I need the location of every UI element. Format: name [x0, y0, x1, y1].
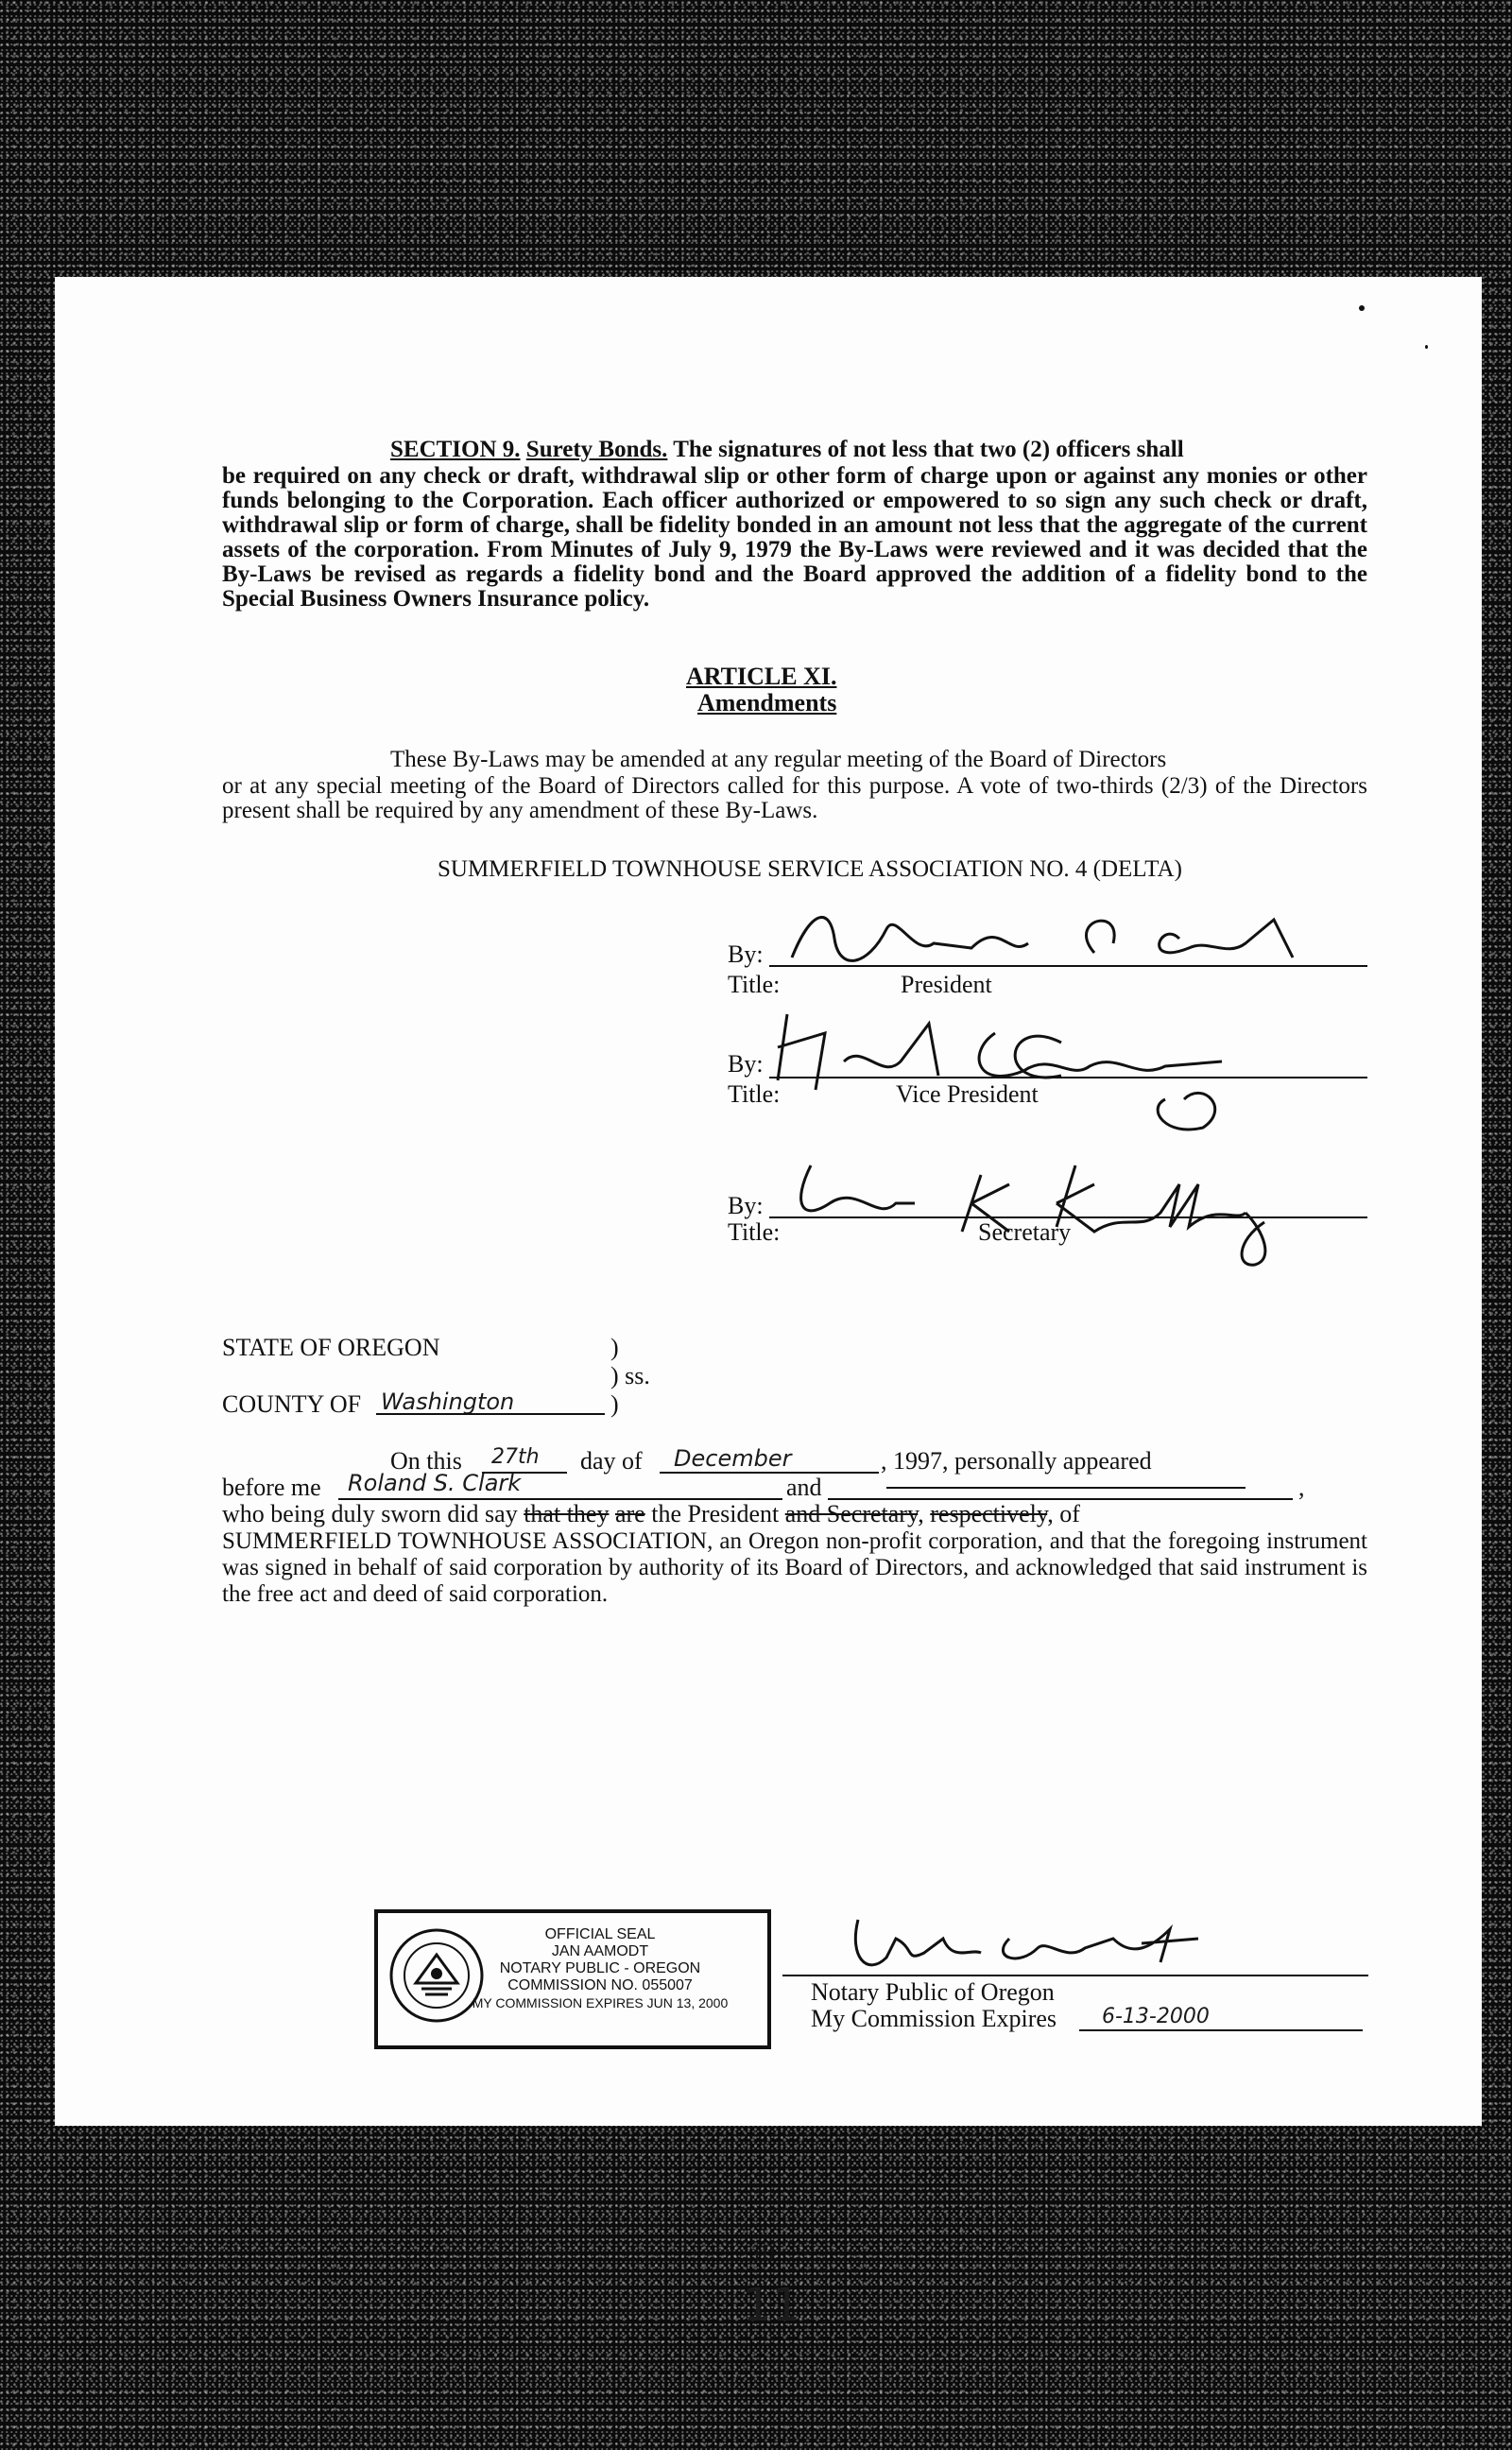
- struck-text: are: [614, 1500, 645, 1527]
- seal-line: JAN AAMODT: [551, 1943, 649, 1959]
- section-9-body: be required on any check or draft, withdrawal slip or other form of charge upon or against any monies or other funds belonging to the Corporation. Each officer authorized or empowered to so sign any such check or draft, withdrawal slip or form of charge, shall be fidelity bonded in an amount not less that the aggregate of the current assets of the corporation. From Minutes of July 9, 1979 the By-Laws were reviewed and it was decided that the By-Laws be revised as regards a fidelity bond and the Board approved the addition of a fidelity bond to the Special Business Owners Insurance policy.: [222, 463, 1367, 612]
- notary-seal: [374, 1909, 771, 2049]
- county-line: [376, 1413, 605, 1415]
- before-me-label: before me: [222, 1474, 321, 1501]
- county-label: COUNTY OF: [222, 1390, 362, 1418]
- name-handwritten: Roland S. Clark: [348, 1470, 522, 1496]
- venue-paren: ): [610, 1390, 619, 1418]
- and-label: and: [786, 1474, 822, 1501]
- day-handwritten: 27th: [491, 1445, 540, 1469]
- notary-line-1: Notary Public of Oregon: [811, 1978, 1055, 2006]
- section-9-subheading: Surety Bonds.: [525, 437, 668, 462]
- section-9-heading: SECTION 9.: [390, 437, 521, 462]
- handwritten-page-number: 11: [743, 2279, 801, 2332]
- scan-speck: [1425, 345, 1428, 349]
- acknowledgment-body: SUMMERFIELD TOWNHOUSE ASSOCIATION, an Oregon non-profit corporation, and that the foregoing instrument was signed in behalf of said corporation by authority of its Board of Directors, and acknowledged that said instrument is the free act and deed of said corporation.: [222, 1528, 1367, 1607]
- expires-line: [1079, 2029, 1363, 2031]
- by-label: By:: [728, 1050, 764, 1078]
- struck-text: that they: [524, 1500, 610, 1527]
- day-of-label: day of: [580, 1447, 643, 1475]
- notary-commission-label: My Commission Expires: [811, 2005, 1057, 2032]
- section-9-first-line: [390, 438, 1184, 462]
- month-handwritten: December: [674, 1445, 792, 1472]
- comma: ,: [1298, 1474, 1305, 1501]
- state-label: STATE OF OREGON: [222, 1334, 440, 1361]
- sworn-mid: the President: [651, 1500, 780, 1527]
- page-number: 10: [750, 2239, 775, 2267]
- year-text: , 1997, personally appeared: [881, 1447, 1152, 1475]
- by-label: By:: [728, 940, 764, 968]
- county-handwritten: Washington: [381, 1389, 515, 1415]
- association-name: SUMMERFIELD TOWNHOUSE SERVICE ASSOCIATION NO. 4 (DELTA): [438, 856, 1182, 882]
- seal-line: NOTARY PUBLIC - OREGON: [499, 1960, 701, 1976]
- venue-paren: ): [610, 1334, 619, 1361]
- signature-president: [782, 901, 1349, 976]
- seal-line: COMMISSION NO. 055007: [507, 1977, 693, 1993]
- signature-secretary: [773, 1147, 1302, 1269]
- scan-speck: [1359, 305, 1365, 311]
- title-label: Title:: [728, 971, 781, 998]
- struck-text: and Secretary: [784, 1500, 919, 1527]
- seal-line: OFFICIAL SEAL: [544, 1926, 656, 1942]
- venue-ss: ) ss.: [610, 1362, 650, 1389]
- on-this-label: On this: [390, 1447, 462, 1475]
- article-body: or at any special meeting of the Board of Directors called for this purpose. A vote of two-thirds (2/3) of the Directors present shall be required by any amendment of these By-Laws.: [222, 773, 1367, 823]
- sworn-prefix: who being duly sworn did say: [222, 1500, 518, 1527]
- title-label: Title:: [728, 1218, 781, 1246]
- signer-title-secretary: Secretary: [978, 1218, 1072, 1246]
- article-first-line: These By-Laws may be amended at any regular meeting of the Board of Directors: [390, 747, 1167, 772]
- signer-title-vice-president: Vice President: [896, 1080, 1039, 1108]
- by-label: By:: [728, 1192, 764, 1219]
- strike-through-line: [886, 1487, 1246, 1489]
- article-subtitle: Amendments: [697, 689, 837, 716]
- document-page: [55, 277, 1482, 2332]
- expires-handwritten: 6-13-2000: [1102, 2005, 1210, 2028]
- section-9-intro: The signatures of not less that two (2) officers shall: [673, 437, 1184, 462]
- sworn-line: who being duly sworn did say that they are the President and Secretary, respectively, of: [222, 1500, 1080, 1527]
- seal-line: MY COMMISSION EXPIRES JUN 13, 2000: [472, 1995, 729, 2010]
- sworn-end: , of: [1047, 1500, 1080, 1527]
- title-label: Title:: [728, 1080, 781, 1108]
- notary-signature: [830, 1910, 1227, 1976]
- struck-text: respectively: [930, 1500, 1048, 1527]
- signer-title-president: President: [901, 971, 992, 998]
- article-title: ARTICLE XI.: [686, 663, 837, 690]
- seal-text: [444, 1926, 756, 2011]
- month-line: [660, 1472, 879, 1474]
